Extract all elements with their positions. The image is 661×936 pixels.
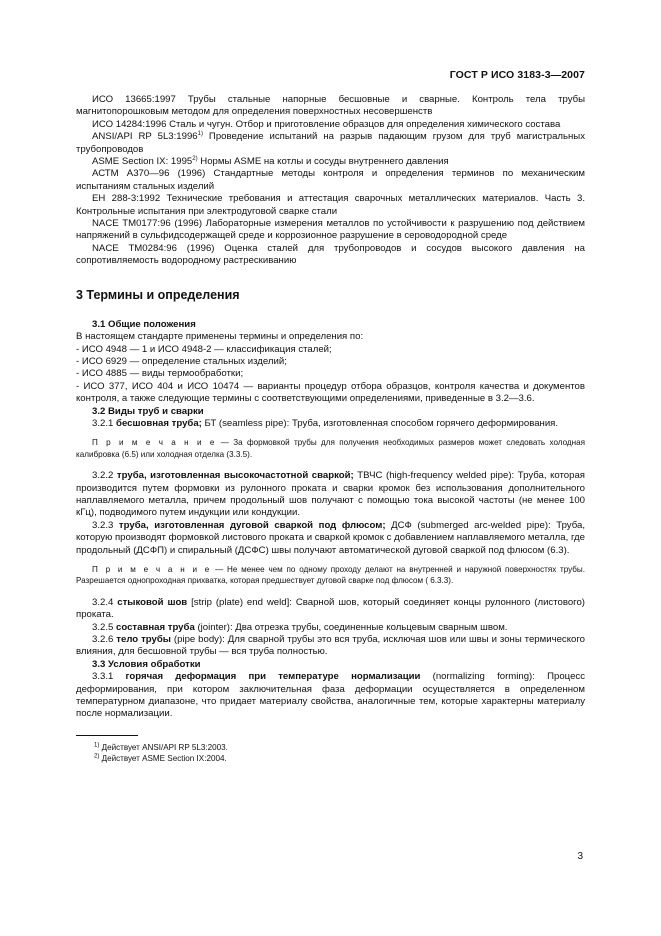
term-3-2-1: 3.2.1 бесшовная труба; БТ (seamless pipe): Труба, изготовленная способом горячего деформирования. — [92, 417, 559, 429]
term-3-2-2: 3.2.2 труба, изготовленная высокочастотной сваркой; ТВЧС (high-frequency welded pipe): Труба, которая производится путем формовки из рулонного проката и сварки кромок без использования дополнительного наплавляемого металла, причем продольный шов получают с помощью тока высокой частоты (не менее 100 кГц), подводимого путем индукции или кондукции. — [76, 470, 585, 519]
note-3-2-1: П р и м е ч а н и е — За формовкой трубы для получения необходимых размеров может следовать холодная калибровка (6.5) или холодная отделка (3.3.5). — [76, 438, 585, 459]
footnote-ref-1: 1) — [197, 131, 203, 138]
subsection-3-2-title: 3.2 Виды труб и сварки — [92, 405, 204, 417]
list-item: - ИСО 6929 — определение стальных изделий; — [76, 355, 287, 367]
term-name: составная труба — [116, 621, 195, 633]
subsection-3-3-title: 3.3 Условия обработки — [92, 658, 201, 670]
list-item: - ИСО 4885 — виды термообработки; — [76, 368, 244, 380]
ref-nace-0284: NACE ТМ0284:96 (1996) Оценка сталей для трубопроводов и сосудов высокого давления на сопротивляемость водородному растрескиванию — [76, 242, 585, 267]
section-3-title: 3 Термины и определения — [76, 287, 240, 302]
ref-iso-13665: ИСО 13665:1997 Трубы стальные напорные бесшовные и сварные. Контроль тела трубы магнитопорошковым методом для определения поверхностных несовершенств — [76, 94, 585, 118]
list-item: - ИСО 4948 — 1 и ИСО 4948-2 — классификация сталей; — [76, 343, 332, 355]
term-name: тело трубы — [116, 634, 171, 646]
ref-asme: ASME Section IX: 1995$^{2)}$ Нормы ASME на котлы и сосуды внутреннего давления — [92, 155, 449, 168]
term-3-2-3: 3.2.3 труба, изготовленная дуговой сваркой под флюсом; ДСФ (submerged arc-welded pipe): Труба, которую производят формовкой листового проката и сваркой кромок с добавлением наплавляемого металла, где продольный (ДСФП) и спиральный (ДСФС) швы получают автоматической дуговой сваркой под флюсом (6.3). — [76, 519, 585, 556]
list-item: - ИСО 377, ИСО 404 и ИСО 10474 — варианты процедур отбора образцов, контроля качества и документов контроля, а также следующие термины с соответствующими определениями, приведенные в 3.2—3.6. — [76, 380, 585, 405]
term-name: стыковой шов — [117, 596, 188, 608]
ref-astm: АСТМ А370—96 (1996) Стандартные методы контроля и определения терминов по механическим испытаниям стальных изделий — [76, 168, 585, 192]
ref-en-288: ЕН 288-3:1992 Технические требования и аттестация сварочных металлических материалов. Часть 3. Контрольные испытания при электродуговой сварке стали — [76, 193, 585, 217]
footnote-ref-2: 2) — [192, 155, 198, 162]
footnote-1: $^{1)}$ Действует ANSI/API RP 5L3:2003. — [94, 742, 228, 752]
term-name: труба, изготовленная дуговой сваркой под флюсом; — [118, 519, 386, 531]
subsection-3-1-intro: В настоящем стандарте применены термины и определения по: — [76, 331, 364, 343]
page-content — [76, 94, 585, 765]
term-name: бесшовная труба; — [116, 417, 202, 429]
term-name: труба, изготовленная высокочастотной сваркой; — [116, 470, 354, 482]
note-3-2-3: П р и м е ч а н и е — Не менее чем по одному проходу делают на внутренней и наружной поверхностях трубы. Разрешается однопроходная прихватка, которая предшествует дуговой сварке под флюсом ( 6.3.3). — [76, 565, 586, 586]
ref-iso-14284: ИСО 14284:1996 Сталь и чугун. Отбор и приготовление образцов для определения химического состава — [92, 118, 561, 130]
subsection-3-1-title: 3.1 Общие положения — [92, 318, 196, 330]
ref-nace-0177: NACE ТМ0177:96 (1996) Лабораторные измерения металлов по устойчивости к разрушению под действием напряжений в сульфидсодержащей среде и коррозионное разрушение в сероводородной среде — [76, 218, 585, 242]
footnote-2: $^{2)}$ Действует ASME Section IX:2004. — [94, 753, 227, 764]
term-name: горячая деформация при температуре нормализации — [125, 671, 421, 683]
term-3-3-1: 3.3.1 горячая деформация при температуре нормализации (normalizing forming): Процесс деформирования, при котором заключительная фаза деформации осуществляется в определенном температурном диапазоне, что придает материалу свойства, аналогичные тем, которые характерны материалу после нормализации. — [76, 671, 585, 720]
term-3-2-5: 3.2.5 составная труба (jointer): Два отрезка трубы, соединенные кольцевым сварным швом. — [92, 621, 508, 633]
ref-ansi-api: ANSI/API RP 5L3:1996$^{1)}$ Проведение испытаний на разрыв падающим грузом для труб магистральных трубопроводов — [76, 131, 585, 155]
page-number: 3 — [577, 851, 583, 862]
term-3-2-4: 3.2.4 стыковой шов [strip (plate) end weld]: Сварной шов, который соединяет концы рулонного (листового) проката. — [76, 596, 585, 621]
footnote-divider — [76, 735, 138, 736]
standard-code-header: ГОСТ Р ИСО 3183-3—2007 — [449, 69, 585, 81]
term-3-2-6: 3.2.6 тело трубы (pipe body): Для сварной трубы это вся труба, исключая шов или швы и зоны термического влияния, для бесшовной трубы — вся труба полностью. — [76, 634, 585, 658]
